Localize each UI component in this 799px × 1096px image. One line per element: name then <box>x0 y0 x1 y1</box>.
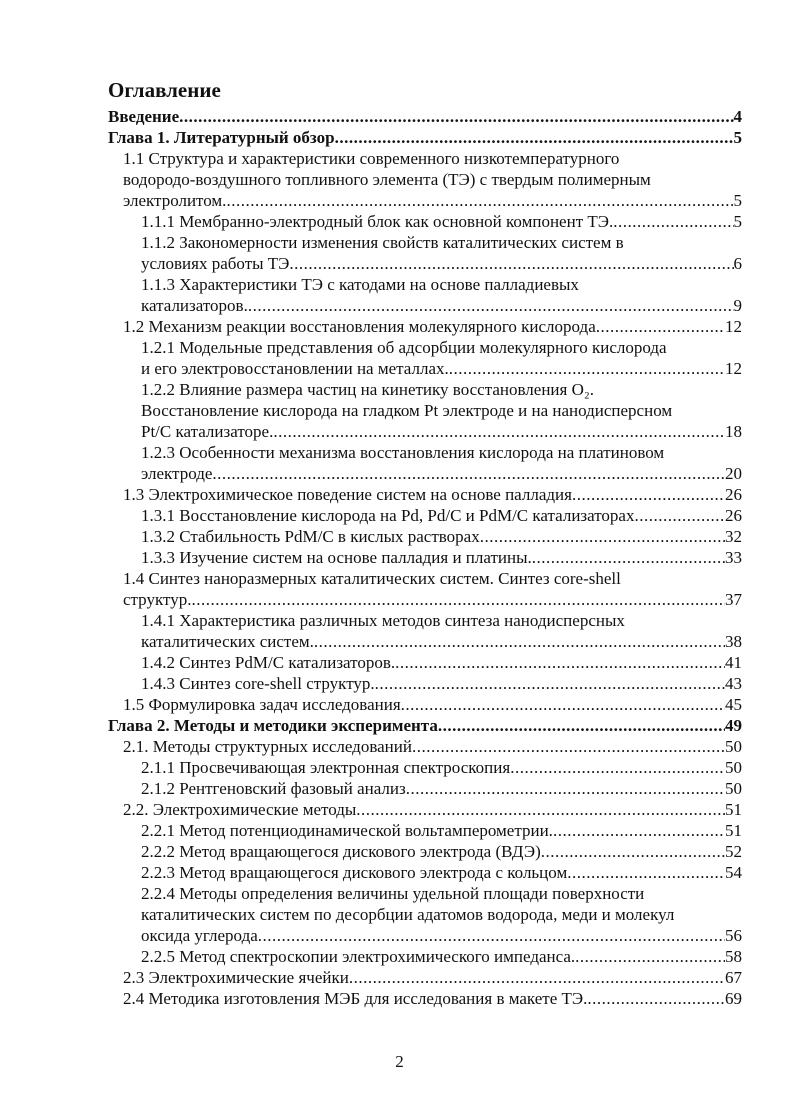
toc-entry-last-line <box>108 106 742 127</box>
toc-page-number: 49 <box>725 716 742 735</box>
toc-entry-text: 1.1.1 Мембранно-электродный блок как основной компонент ТЭ. <box>141 212 614 231</box>
toc-entry-last-line <box>141 505 742 526</box>
toc-entry[interactable] <box>108 316 742 337</box>
toc-entry[interactable] <box>108 379 742 442</box>
toc-entry-text: 1.5 Формулировка задач исследования <box>123 695 401 714</box>
toc-page-number: 50 <box>725 758 742 777</box>
toc-entry-text: водородо-воздушного топливного элемента (ТЭ) с твердым полимерным <box>123 170 651 189</box>
toc-entry[interactable] <box>108 967 742 988</box>
toc-entry[interactable] <box>108 778 742 799</box>
toc-entry[interactable] <box>108 862 742 883</box>
toc-entry-text: 1.3 Электрохимическое поведение систем на основе палладия <box>123 485 572 504</box>
toc-entry[interactable] <box>108 610 742 652</box>
toc-entry-last-line <box>141 757 742 778</box>
toc-entry[interactable] <box>108 211 742 232</box>
toc-page-number: 37 <box>725 590 742 609</box>
toc-entry-text: 2.2.2 Метод вращающегося дискового электрода (ВДЭ) <box>141 842 541 861</box>
toc-entry-text: 1.1.3 Характеристики ТЭ с катодами на основе палладиевых <box>141 275 579 294</box>
toc-entry-text: 2.3 Электрохимические ячейки <box>123 968 349 987</box>
toc-entry[interactable] <box>108 526 742 547</box>
toc-entry-text: электроде <box>141 464 213 483</box>
toc-entry[interactable] <box>108 883 742 946</box>
toc-page-number: 43 <box>725 674 742 693</box>
toc-entry-text: Введение <box>108 107 180 126</box>
toc-entry-last-line <box>141 652 742 673</box>
toc-entry-text: 2.2.3 Метод вращающегося дискового электрода с кольцом <box>141 863 568 882</box>
toc-entry-text: 2.1.1 Просвечивающая электронная спектроскопия <box>141 758 511 777</box>
dot-leader <box>248 295 734 316</box>
toc-page-number: 67 <box>725 968 742 987</box>
toc-entry-text: 1.4.2 Синтез PdM/C катализаторов. <box>141 653 396 672</box>
toc-entry[interactable] <box>108 946 742 967</box>
dot-leader <box>179 106 733 127</box>
toc-entry-text: каталитических систем по десорбции адатомов водорода, меди и молекул <box>141 905 675 924</box>
dot-leader <box>613 211 733 232</box>
toc-entry[interactable] <box>108 442 742 484</box>
toc-entry[interactable] <box>108 274 742 316</box>
dot-leader <box>191 589 725 610</box>
toc-page-number: 58 <box>725 947 742 966</box>
dot-leader <box>575 946 725 967</box>
toc-entry-last-line <box>141 778 742 799</box>
toc-page-number: 9 <box>733 296 742 315</box>
toc-entry-last-line <box>108 127 742 148</box>
toc-entry-text: Восстановление кислорода на гладком Pt электроде и на нанодисперсном <box>141 401 673 420</box>
toc-page-number: 69 <box>725 989 742 1008</box>
dot-leader <box>412 736 725 757</box>
dot-leader <box>587 988 725 1009</box>
toc-entry-text: 1.2.2 Влияние размера частиц на кинетику восстановления O₂. <box>141 380 595 399</box>
toc-entry[interactable] <box>108 148 742 211</box>
dot-leader <box>375 673 725 694</box>
toc-page-number: 12 <box>725 359 742 378</box>
toc-page-number: 18 <box>725 422 742 441</box>
toc-entry-last-line <box>141 862 742 883</box>
toc-chapter-entry[interactable] <box>108 106 742 127</box>
toc-entry-text: оксида углерода <box>141 926 258 945</box>
toc-page-number: 45 <box>725 695 742 714</box>
toc-entry[interactable] <box>108 988 742 1009</box>
toc-entry-text: 1.3.1 Восстановление кислорода на Pd, Pd/C и PdM/C катализаторах <box>141 506 635 525</box>
toc-entry-last-line <box>141 673 742 694</box>
dot-leader <box>449 358 725 379</box>
toc-page-number: 26 <box>725 506 742 525</box>
dot-leader <box>401 694 725 715</box>
toc-entry-text: 2.2.5 Метод спектроскопии электрохимического импеданса. <box>141 947 576 966</box>
dot-leader <box>572 484 725 505</box>
toc-entry-text: и его электровосстановлении на металлах. <box>141 359 449 378</box>
toc-entry-last-line <box>123 736 742 757</box>
dot-leader <box>596 316 725 337</box>
toc-entry-last-line <box>141 295 742 316</box>
dot-leader <box>356 799 725 820</box>
toc-chapter-entry[interactable] <box>108 127 742 148</box>
toc-entry[interactable] <box>108 505 742 526</box>
toc-entry-last-line <box>141 820 742 841</box>
dot-leader <box>532 547 725 568</box>
dot-leader <box>541 841 725 862</box>
toc-entry-text: 2.2. Электрохимические методы <box>123 800 357 819</box>
toc-page-number: 6 <box>733 254 742 273</box>
toc-entry-text: 1.1.2 Закономерности изменения свойств каталитических систем в <box>141 233 624 252</box>
toc-entry[interactable] <box>108 736 742 757</box>
dot-leader <box>289 253 733 274</box>
toc-entry-text: катализаторов. <box>141 296 248 315</box>
toc-entry-text: 2.2.1 Метод потенциодинамической вольтамперометрии. <box>141 821 553 840</box>
toc-entry-text: 1.4 Синтез наноразмерных каталитических систем. Синтез core-shell <box>123 569 621 588</box>
dot-leader <box>212 463 725 484</box>
toc-entry-last-line <box>123 316 742 337</box>
toc-page-number: 38 <box>725 632 742 651</box>
toc-entry-last-line <box>141 631 742 652</box>
toc-entry-text: 1.2.3 Особенности механизма восстановления кислорода на платиновом <box>141 443 665 462</box>
toc-page-number: 4 <box>733 107 742 126</box>
toc-entry-last-line <box>108 715 742 736</box>
dot-leader <box>395 652 725 673</box>
dot-leader <box>226 190 733 211</box>
toc-page-number: 5 <box>733 191 742 210</box>
toc-entry-text: условиях работы ТЭ <box>141 254 290 273</box>
toc-entry[interactable] <box>108 841 742 862</box>
toc-entry-last-line <box>141 358 742 379</box>
toc-page-number: 33 <box>725 548 742 567</box>
toc-entry-text: 2.2.4 Методы определения величины удельной площади поверхности <box>141 884 645 903</box>
dot-leader <box>406 778 725 799</box>
page-number: 2 <box>395 1052 404 1071</box>
toc-entry-text: 1.4.1 Характеристика различных методов синтеза нанодисперсных <box>141 611 625 630</box>
toc-page-number: 32 <box>725 527 742 546</box>
toc-entry-text: 1.3.3 Изучение систем на основе палладия и платины. <box>141 548 532 567</box>
toc-entry-text: Глава 1. Литературный обзор <box>108 128 335 147</box>
dot-leader <box>634 505 725 526</box>
toc-page-number: 12 <box>725 317 742 336</box>
toc-entry[interactable] <box>108 652 742 673</box>
toc-entry-last-line <box>141 211 742 232</box>
toc-entry-last-line <box>141 421 742 442</box>
toc-page-number: 54 <box>725 863 742 882</box>
toc-entry-text: 1.4.3 Синтез core-shell структур. <box>141 674 375 693</box>
toc-entry-last-line <box>123 967 742 988</box>
toc-entry[interactable] <box>108 547 742 568</box>
toc-entry-last-line <box>141 253 742 274</box>
dot-leader <box>438 715 725 736</box>
toc-entry-last-line <box>141 841 742 862</box>
dot-leader <box>258 925 725 946</box>
dot-leader <box>335 127 734 148</box>
toc-entry-text: 2.1. Методы структурных исследований <box>123 737 412 756</box>
toc-page-number: 51 <box>725 821 742 840</box>
toc-entry-last-line <box>141 526 742 547</box>
toc-page-number: 5 <box>733 128 742 147</box>
toc-entry-last-line <box>123 190 742 211</box>
toc-page-number: 41 <box>725 653 742 672</box>
toc-page-number: 56 <box>725 926 742 945</box>
toc-entry[interactable] <box>108 337 742 379</box>
dot-leader <box>349 967 725 988</box>
toc-entry[interactable] <box>108 799 742 820</box>
toc-page-number: 20 <box>725 464 742 483</box>
toc-entry-text: структур. <box>123 590 192 609</box>
toc-entry-last-line <box>123 484 742 505</box>
toc-entry[interactable] <box>108 568 742 610</box>
toc-page-number: 26 <box>725 485 742 504</box>
toc-page-number: 5 <box>733 212 742 231</box>
toc-entry-text: 2.1.2 Рентгеновский фазовый анализ <box>141 779 406 798</box>
toc-entry-last-line <box>123 988 742 1009</box>
dot-leader <box>510 757 725 778</box>
toc-entry[interactable] <box>108 673 742 694</box>
dot-leader <box>553 820 725 841</box>
toc-page-number: 50 <box>725 737 742 756</box>
toc-page-number: 52 <box>725 842 742 861</box>
toc-entry-text: 1.1 Структура и характеристики современного низкотемпературного <box>123 149 620 168</box>
toc-entry-last-line <box>141 946 742 967</box>
toc-entry-text: 1.2 Механизм реакции восстановления молекулярного кислорода <box>123 317 596 336</box>
toc-entry[interactable] <box>108 232 742 274</box>
toc-entry[interactable] <box>108 820 742 841</box>
toc-title: Оглавление <box>108 78 221 102</box>
toc-entry[interactable] <box>108 694 742 715</box>
dot-leader <box>273 421 725 442</box>
dot-leader <box>567 862 725 883</box>
toc-entry-text: 1.2.1 Модельные представления об адсорбции молекулярного кислорода <box>141 338 667 357</box>
toc-entry[interactable] <box>108 484 742 505</box>
toc-entry-text: 2.4 Методика изготовления МЭБ для исследования в макете ТЭ. <box>123 989 588 1008</box>
toc-page-number: 51 <box>725 800 742 819</box>
dot-leader <box>314 631 725 652</box>
toc-entry-last-line <box>123 799 742 820</box>
toc-entry-text: электролитом. <box>123 191 227 210</box>
toc-entry-last-line <box>123 694 742 715</box>
dot-leader <box>480 526 725 547</box>
toc-entry-last-line <box>141 925 742 946</box>
toc-entry-last-line <box>141 463 742 484</box>
toc-entry-last-line <box>141 547 742 568</box>
toc-entry-text: Pt/C катализаторе. <box>141 422 274 441</box>
toc-entry-last-line <box>123 589 742 610</box>
toc-chapter-entry[interactable] <box>108 715 742 736</box>
toc-entry-text: каталитических систем. <box>141 632 314 651</box>
toc-page-number: 50 <box>725 779 742 798</box>
toc-entry-text: Глава 2. Методы и методики эксперимента <box>108 716 438 735</box>
toc-entry-text: 1.3.2 Стабильность PdM/C в кислых растворах <box>141 527 480 546</box>
toc-entry[interactable] <box>108 757 742 778</box>
table-of-contents <box>108 106 742 1009</box>
